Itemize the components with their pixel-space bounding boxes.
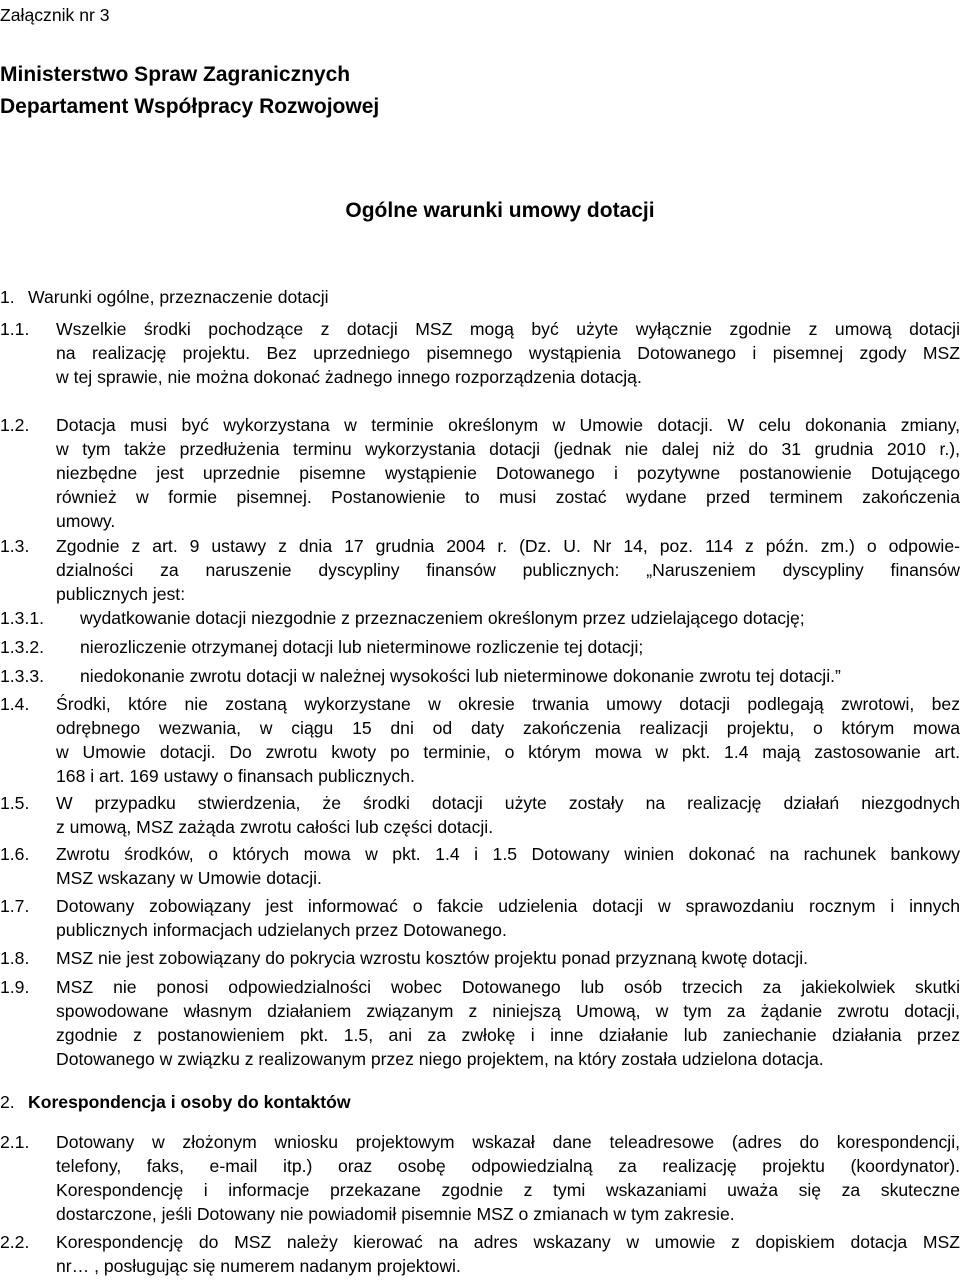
item-number: 1.1. (0, 319, 30, 339)
item-text: Dotowanego w związku z realizowanym przez niego projektem, na który została udzielona dotacja. (56, 1049, 824, 1069)
item-number: 1.6. (0, 844, 30, 864)
item-text: nierozliczenie otrzymanej dotacji lub nieterminowe rozliczenie tej dotacji; (80, 637, 644, 657)
item-number: 2.2. (0, 1232, 30, 1252)
item-number: 2.1. (0, 1132, 30, 1152)
item-text: W przypadku stwierdzenia, że środki dotacji użyte zostały na realizację działań niezgodnych (56, 793, 960, 813)
item-text: dzialności za naruszenie dyscypliny finansów publicznych: „Naruszeniem dyscypliny finansów (56, 560, 960, 580)
item-text: Korespondencję i informacje przekazane zgodnie z tymi wskazaniami uważa się za skuteczne (56, 1180, 960, 1200)
item-text: umowy. (56, 511, 116, 531)
item-text: z umową, MSZ zażąda zwrotu całości lub części dotacji. (56, 817, 494, 837)
item-text: niezbędne jest uprzednie pisemne wystąpienie Dotowanego i pozytywne postanowienie Dotującego (56, 463, 960, 483)
item-number: 1.3.1. (0, 608, 45, 628)
item-text: zgodnie z postanowieniem pkt. 1.5, ani za zwłokę i inne działanie lub zaniechanie działania przez (56, 1025, 960, 1045)
item-number: 1.4. (0, 694, 30, 714)
item-number: 1.7. (0, 896, 30, 916)
item-text: Dotowany w złożonym wniosku projektowym wskazał dane teleadresowe (adres do korespondencji, (56, 1132, 960, 1152)
item-number: 1.8. (0, 948, 30, 968)
section-title: Warunki ogólne, przeznaczenie dotacji (28, 287, 329, 307)
item-number: 1.5. (0, 793, 30, 813)
item-text: dostarczone, jeśli Dotowany nie powiadomił pisemnie MSZ o zmianach w tym zakresie. (56, 1204, 735, 1224)
item-number: 1.3.2. (0, 637, 45, 657)
item-text: nr… , posługując się numerem nadanym projektowi. (56, 1256, 461, 1276)
item-text: Korespondencję do MSZ należy kierować na adres wskazany w umowie z dopiskiem dotacja MSZ (56, 1232, 960, 1252)
section-number: 1. (0, 287, 15, 307)
item-text: spowodowane własnym działaniem związanym z niniejszą Umową, w tym za żądanie zwrotu dotacji, (56, 1001, 960, 1021)
item-text: MSZ wskazany w Umowie dotacji. (56, 868, 322, 888)
item-text: 168 i art. 169 ustawy o finansach publicznych. (56, 766, 415, 786)
item-text: odrębnego wezwania, w ciągu 15 dni od daty zakończenia realizacji projektu, o którym mowa (56, 718, 960, 738)
item-number: 1.9. (0, 977, 30, 997)
item-text: w Umowie dotacji. Do zwrotu kwoty po terminie, o którym mowa w pkt. 1.4 mają zastosowanie art. (56, 742, 960, 762)
item-text: wydatkowanie dotacji niezgodnie z przeznaczeniem określonym przez udzielającego dotację; (80, 608, 805, 628)
ministry-header (0, 59, 379, 123)
item-text: Środki, które nie zostaną wykorzystane w okresie trwania umowy dotacji podlegają zwrotowi, bez (56, 694, 960, 714)
section-title: Korespondencja i osoby do kontaktów (28, 1092, 351, 1112)
item-text: publicznych jest: (56, 584, 186, 604)
item-text: MSZ nie jest zobowiązany do pokrycia wzrostu kosztów projektu ponad przyznaną kwotę dotacji. (56, 948, 809, 968)
item-number: 1.2. (0, 415, 30, 435)
section-heading (0, 1090, 351, 1114)
item-text: niedokonanie zwrotu dotacji w należnej wysokości lub nieterminowe dokonanie zwrotu tej dotacji.” (80, 666, 841, 686)
section-number: 2. (0, 1092, 15, 1112)
department-name: Departament Współpracy Rozwojowej (0, 95, 380, 118)
item-text: również w formie pisemnej. Postanowienie to musi zostać wydane przed terminem zakończenia (56, 487, 960, 507)
item-number: 1.3. (0, 536, 30, 556)
item-text: Zwrotu środków, o których mowa w pkt. 1.4 i 1.5 Dotowany winien dokonać na rachunek bankowy (56, 844, 960, 864)
item-text: w tym także przedłużenia terminu wykorzystania dotacji (jednak nie dalej niż do 31 grudnia 2010 r.), (56, 439, 960, 459)
annex-label: Załącznik nr 3 (0, 5, 110, 25)
item-text: Dotowany zobowiązany jest informować o fakcie udzielenia dotacji w sprawozdaniu rocznym i innych (56, 896, 960, 916)
document-title: Ogólne warunki umowy dotacji (345, 199, 655, 222)
item-text: Dotacja musi być wykorzystana w terminie określonym w Umowie dotacji. W celu dokonania zmiany, (56, 415, 960, 435)
item-text: telefony, faks, e-mail itp.) oraz osobę odpowiedzialną za realizację projektu (koordynator). (56, 1156, 960, 1176)
section-heading (0, 285, 329, 309)
item-number: 1.3.3. (0, 666, 45, 686)
item-text: na realizację projektu. Bez uprzedniego pisemnego wystąpienia Dotowanego i pisemnej zgody MSZ (56, 343, 960, 363)
item-text: publicznych informacjach udzielanych przez Dotowanego. (56, 920, 507, 940)
item-text: MSZ nie ponosi odpowiedzialności wobec Dotowanego lub osób trzecich za jakiekolwiek skutki (56, 977, 960, 997)
ministry-name: Ministerstwo Spraw Zagranicznych (0, 63, 351, 86)
item-text: Zgodnie z art. 9 ustawy z dnia 17 grudnia 2004 r. (Dz. U. Nr 14, poz. 114 z późn. zm.) o odpowie- (56, 536, 960, 556)
item-text: w tej sprawie, nie można dokonać żadnego innego rozporządzenia dotacją. (56, 367, 642, 387)
item-text: Wszelkie środki pochodzące z dotacji MSZ mogą być użyte wyłącznie zgodnie z umową dotacji (56, 319, 960, 339)
